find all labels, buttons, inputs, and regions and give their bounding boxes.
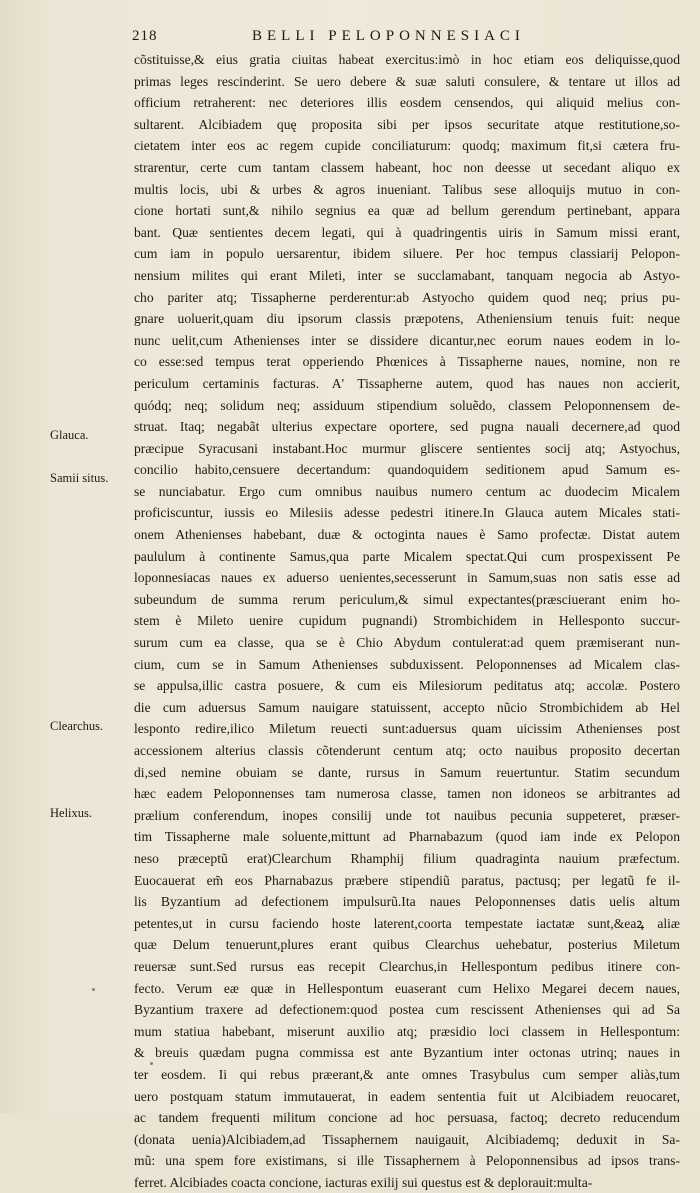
margin-note-clearchus: Clearchus. <box>50 719 104 733</box>
paper-speck <box>92 988 95 991</box>
text-line: prælium conferendum, inopes consilij unde tot nauibus pecunia suppeteret, præser- <box>134 807 680 823</box>
text-line: Euocauerat em̃ eos Pharnabazus præbere stipendiũ paratus, pactusq; per legatũ fe il- <box>134 872 680 888</box>
text-line: primas leges rescinderint. Se uero debere & suæ saluti consulere, & tentare ut illos ad <box>134 73 680 89</box>
text-line: reuersæ sunt.Sed rursus eas recepit Clearchus,in Hellespontum pedibus itinere con- <box>134 958 680 974</box>
text-line: bant. Quæ sentientes decem legati, qui à quadringentis uiris in Samum missi erant, <box>134 224 680 240</box>
text-line: lesponto redire,ilico Miletum reuecti sunt:aduersus quam uicissim Athenienses post <box>134 721 680 737</box>
text-line: se nunciabatur. Ergo cum omnibus nauibus numero centum ac duodecim Micalem <box>134 483 680 499</box>
text-line: officium retraherent: nec deteriores illis eosdem censendos, qui aliquid melius con- <box>134 95 680 111</box>
running-title: BELLI PELOPONNESIACI <box>252 28 525 44</box>
text-line: proficiscuntur, iussis eo Milesiis adesse pedestri itinere.In Glauca autem Micales stati- <box>134 505 680 521</box>
text-line: ferret. Alcibiades coacta concione, iacturas exilij sui questus est & deplorauit:multa- <box>134 1174 593 1190</box>
text-line: (donata uenia)Alcibiadem,ad Tissaphernem nauigauit, Alcibiademq; deduxit in Sa- <box>134 1131 680 1147</box>
text-line: Byzantium traxere ad defectionem:quod postea cum rescissent Athenienses qui ad Sa <box>134 1002 680 1018</box>
text-line: concilio habito,censuere decertandum: quandoquidem seditionem apud Samum es- <box>134 462 680 478</box>
text-line: onem Athenienses habebant, duæ & octoginta naues è Samo profectæ. Distat autem <box>134 527 680 543</box>
text-line: die cum aduersus Samum nauigare statuissent, accepto nũcio Strombichidem ab Hel <box>134 699 680 715</box>
margin-note-glauca: Glauca. <box>50 428 89 442</box>
text-line: multis locis, ubi & urbes & agros inueniant. Talibus sese alloquijs mutuo in con- <box>134 181 680 197</box>
text-line: cho pariter atq; Tissapherne perderentur:ab Astyocho quidem quod neq; prius pu- <box>134 289 680 305</box>
text-line: periculum certaminis facturas. A' Tissapherne autem, quod has naues non accierit, <box>134 375 680 391</box>
margin-note-samii-situs: Samii situs. <box>50 471 109 485</box>
text-line: ter eosdem. Ii qui rebus præerant,& ante omnes Trasybulus cum semper aliàs,tum <box>134 1066 680 1082</box>
text-line: & breuis quædam pugna commissa est ante Byzantium inter octonas utrinq; naues in <box>134 1045 680 1061</box>
text-line: mũ: una spem fore existimans, si ille Tissaphernem à Peloponnensibus ad ipsos trans- <box>134 1153 680 1169</box>
text-line: hæc eadem Peloponnenses tam numerosa classe, tamen non idoneos se arbitrantes ad <box>134 786 680 802</box>
text-line: subeundum de summa rerum periculum,& simul expectantes(præsciuerant enim ho- <box>134 591 680 607</box>
text-line: stem è Mileto uenire cupidum pugnandi) Strombichidem in Hellesponto succur- <box>134 613 680 629</box>
text-line: cione hortati sunt,& nihilo segnius ea quæ ad bellum gerendum pertinebant, appara <box>134 203 680 219</box>
text-line: quæ Delum tenuerunt,plures erant quibus Clearchus uehebatur, posterius Miletum <box>134 937 680 953</box>
text-line: cietatem inter eos ac regem cupide conciliaturum: quodq; maximum fit,si cætera fru- <box>134 138 680 154</box>
text-line: petentes,ut in cursu faciendo hoste laterent,coorta tempestate iactatæ sunt,&eaꝝ aliæ <box>134 915 680 931</box>
text-line: accessionem alterius classis cõtenderunt centum atq; octo nauibus proposito decertan <box>134 743 680 758</box>
paper-speck <box>150 1062 153 1065</box>
text-line: di,sed nemine obuiam se dante, rursus in Samum reuertuntur. Statim secundum <box>134 764 680 780</box>
text-line: quódq; neq; solidum neq; assiduum stipendium soluẽdo, classem Peloponnensem de- <box>134 397 680 413</box>
text-line: lis Byzantium ad defectionem impulsurũ.Ita naues Peloponnenses datis uelis altum <box>134 894 680 910</box>
text-line: struat. Itaq; negabãt ulterius expectare oportere, sed pugna nauali decernere,ad quod <box>134 419 680 435</box>
text-line: cõstituisse,& eius gratia ciuitas habeat exercitus:imò in hoc etiam eos deliquisse,quod <box>134 52 680 67</box>
text-line: cum iam in populo uersarentur, ibidem siluere. Per hoc tempus classiarij Pelopon- <box>134 246 680 262</box>
text-line: co esse:sed tempus terat opperiendo Phœnices à Tissapherne naues, nomine, non re <box>134 354 680 370</box>
text-line: nensium milites qui erant Mileti, inter se succlamabant, tanquam negocia ab Astyo- <box>134 267 680 283</box>
text-line: ac tandem frequenti militum concione ad hoc persuasa, factoq; decreto reducendum <box>134 1110 680 1126</box>
text-line: paululum à continente Samus,qua parte Micalem spectat.Qui cum prospexissent Pe <box>134 548 680 564</box>
text-line: loponnesiacas naues ex aduerso uenientes,secesserunt in Samum,suas non satis esse ad <box>134 570 680 586</box>
text-line: se appulsa,illic castra posuere, & cum eis Milesiorum peditatus atq; accolæ. Postero <box>134 678 680 694</box>
text-line: præcipue Syracusani instabant.Hoc murmur gliscere sentientes socij atq; Astyochus, <box>134 440 680 456</box>
body-text <box>134 49 680 1193</box>
margin-note-helixus: Helixus. <box>50 806 93 820</box>
text-line: mum statiua habebant, miserunt auxilio atq; præsidio loci classem in Hellespontum: <box>134 1023 680 1039</box>
text-line: surum cum ea classe, qua se è Chio Abydum contulerat:ad quem præmiserant nun- <box>134 635 680 651</box>
text-line: uero postquam statum immutauerat, in eadem sententia fuit ut Alcibiadem reuocaret, <box>134 1088 680 1104</box>
text-line: strarentur, certe cum tantam classem habeant, hoc non deesse ut secedant aliquo ex <box>134 159 680 175</box>
text-line: sultarent. Alcibiadem quę proposita sibi per ipsos securitate atque restitutione,so- <box>134 116 680 132</box>
page-number: 218 <box>132 28 158 44</box>
running-header <box>132 28 680 50</box>
text-line: neso præceptũ erat)Clearchum Rhamphij filium quadraginta nauium præfectum. <box>134 850 680 866</box>
text-line: fecto. Verum eæ quæ in Hellespontum euaserant cum Helixo Megarei decem naues, <box>134 980 680 996</box>
text-line: nunc uelit,cum Athenienses inter se dissidere dicantur,nec eorum naues eodem in lo- <box>134 332 680 348</box>
text-line: tim Tissapherne male soluente,mittunt ad Pharnabazum (quod iam inde ex Pelopon <box>134 829 680 845</box>
text-line: cium, cum se in Samum Athenienses subduxissent. Peloponnenses ad Micalem clas- <box>134 656 680 672</box>
text-line: gnare uoluerit,quam diu ipsorum classis præpotens, Atheniensium tenuis fuit: neque <box>134 311 680 327</box>
